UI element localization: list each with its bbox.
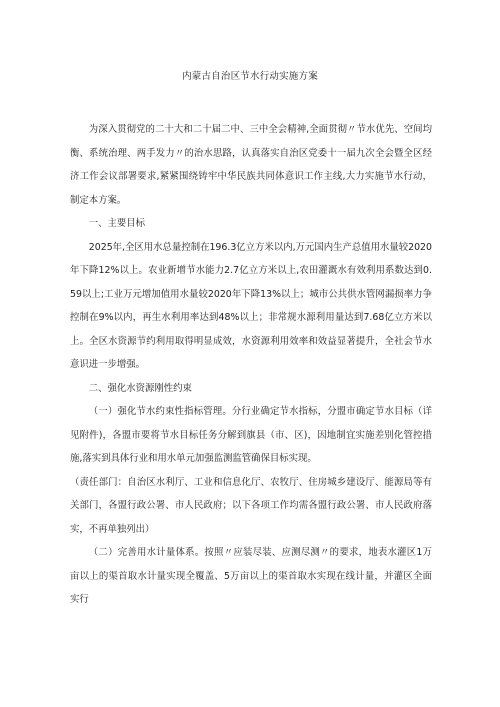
item-2-paragraph: （二）完善用水计量体系。按照〃应装尽装、应测尽测〃的要求，地表水灌区1万亩以上的渠首取水计量实现全覆盖、5万亩以上的渠首取水实现在线计量，并灌区全面实行: [70, 547, 432, 605]
intro-paragraph: 为深入贯彻党的二十大和二十届二中、三中全会精神,全面贯彻〃节水优先、空间均衡、系统治理、两手发力〃的治水思路，认真落实自治区党委十一届九次全会暨全区经济工作会议部署要求,紧紧围绕铸牢中华民族共同体意识工作主线,大力实施节水行动，制定本方案。: [70, 124, 432, 206]
item-1-paragraph: （一）强化节水约束性指标管理。分行业确定节水指标，分盟市确定节水目标（详见附件)，各盟市要将节水目标任务分解到旗县（市、区)，因地制宜实施差别化管控措施,落实到具体行业和用水单元加强监测监管确保目标实现。: [70, 406, 432, 464]
section-heading-water-constraints: 二、强化水资源刚性约束: [88, 382, 192, 394]
main-goals-paragraph: 2025年,全区用水总量控制在196.3亿立方米以内,万元国内生产总值用水量较2020年下降12%以上。农业新增节水能力2.7亿立方米以上,农田灌溉水有效利用系数达到0.59以上;工业万元增加值用水量较2020年下降13%以上；城市公共供水管网漏损率力争控制在9%以内，再生水利用率达到48%以上；非常规水源利用量达到7.68亿立方米以上。全区水资源节约利用取得明显成效，水资源利用效率和效益显著提升，全社会节水意识进一步增强。: [70, 241, 432, 370]
document-title: 内蒙古自治区节水行动实施方案: [182, 71, 318, 82]
document-body: [70, 118, 432, 612]
item-1-responsible-departments: （责任部门：自治区水利厅、工业和信息化厅、农牧厅、住房城乡建设厅、能源局等有关部门，各盟行政公署、市人民政府；以下各项工作均需各盟行政公署、市人民政府落实，不再单独列出）: [70, 476, 432, 535]
section-heading-main-goals: 一、主要目标: [88, 218, 146, 229]
